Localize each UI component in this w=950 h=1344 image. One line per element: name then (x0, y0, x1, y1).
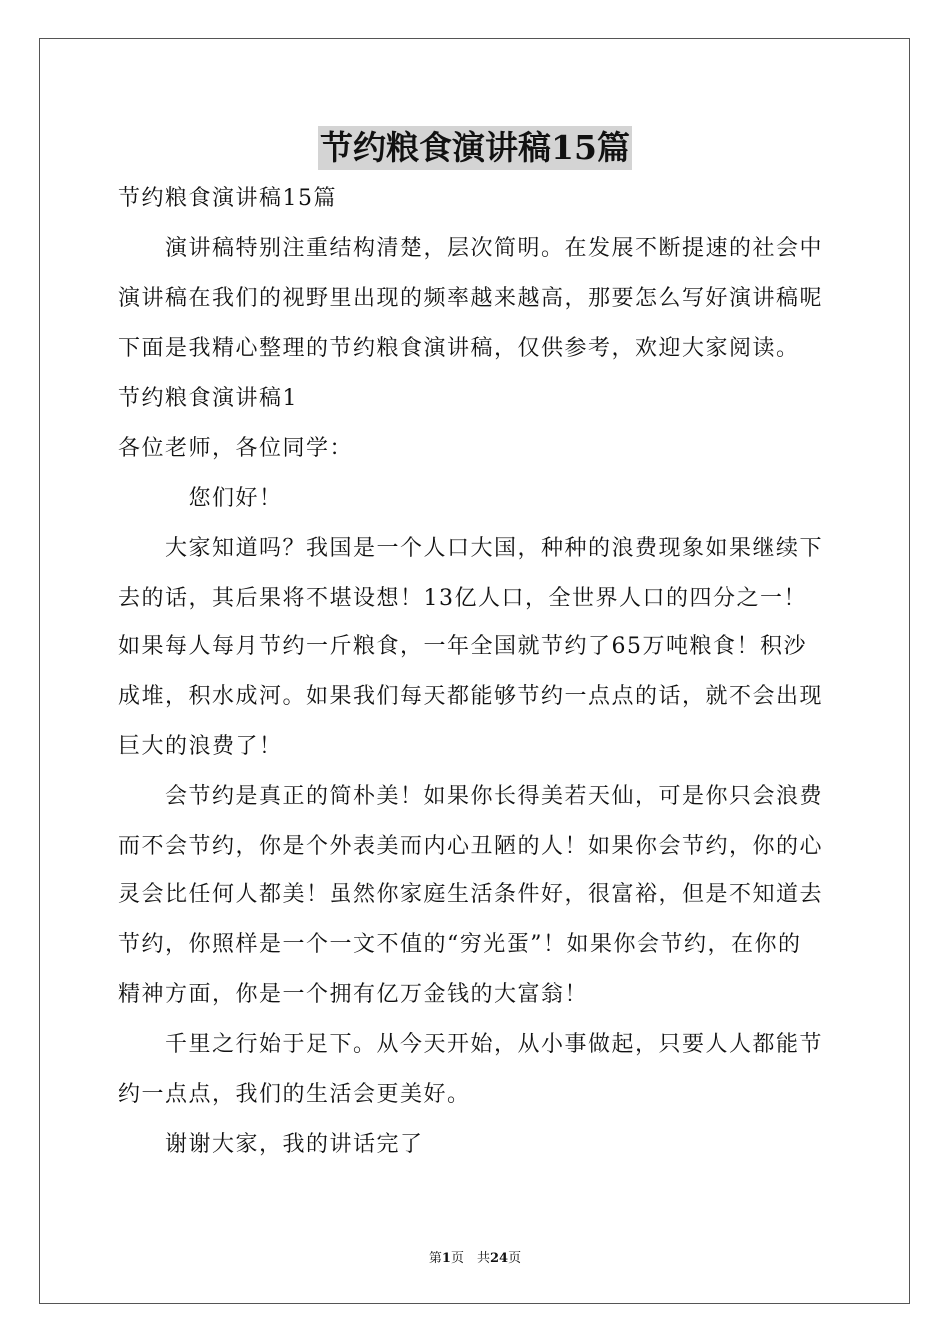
greeting-line: 您们好！ (118, 486, 283, 511)
page-border (39, 38, 910, 1304)
body-line: 演讲稿在我们的视野里出现的频率越来越高，那要怎么写好演讲稿呢 (118, 286, 824, 311)
body-line: 成堆，积水成河。如果我们每天都能够节约一点点的话，就不会出现 (118, 684, 824, 709)
body-line: 去的话，其后果将不堪设想！13亿人口，全世界人口的四分之一！ (118, 586, 807, 611)
closing-line: 谢谢大家，我的讲话完了 (118, 1132, 424, 1157)
subtitle-line: 节约粮食演讲稿15篇 (118, 186, 337, 211)
body-line: 会节约是真正的简朴美！如果你长得美若天仙，可是你只会浪费 (118, 784, 824, 809)
body-line: 灵会比任何人都美！虽然你家庭生活条件好，很富裕，但是不知道去 (118, 882, 824, 907)
footer-prefix: 第 (428, 1251, 442, 1266)
body-line: 而不会节约，你是个外表美而内心丑陋的人！如果你会节约，你的心 (118, 834, 824, 859)
total-page-count: 24 (489, 1251, 509, 1266)
page-footer (0, 1247, 950, 1266)
title-container (0, 126, 950, 170)
body-line: 精神方面，你是一个拥有亿万金钱的大富翁！ (118, 982, 589, 1007)
footer-suffix: 页 (508, 1251, 522, 1266)
body-line: 千里之行始于足下。从今天开始，从小事做起，只要人人都能节 (118, 1032, 824, 1057)
body-line: 节约，你照样是一个一文不值的“穷光蛋”！如果你会节约，在你的 (118, 932, 802, 957)
section-heading: 节约粮食演讲稿1 (118, 386, 298, 411)
footer-middle: 页 共 (450, 1251, 490, 1266)
body-line: 演讲稿特别注重结构清楚，层次简明。在发展不断提速的社会中 (118, 236, 824, 261)
body-line: 巨大的浪费了！ (118, 734, 283, 759)
document-title: 节约粮食演讲稿15篇 (318, 126, 632, 170)
body-line: 约一点点，我们的生活会更美好。 (118, 1082, 471, 1107)
body-line: 如果每人每月节约一斤粮食，一年全国就节约了65万吨粮食！积沙 (118, 634, 807, 659)
salutation-line: 各位老师，各位同学： (118, 436, 354, 461)
body-line: 下面是我精心整理的节约粮食演讲稿，仅供参考，欢迎大家阅读。 (118, 336, 800, 361)
current-page-number: 1 (441, 1251, 451, 1266)
body-line: 大家知道吗？我国是一个人口大国，种种的浪费现象如果继续下 (118, 536, 824, 561)
